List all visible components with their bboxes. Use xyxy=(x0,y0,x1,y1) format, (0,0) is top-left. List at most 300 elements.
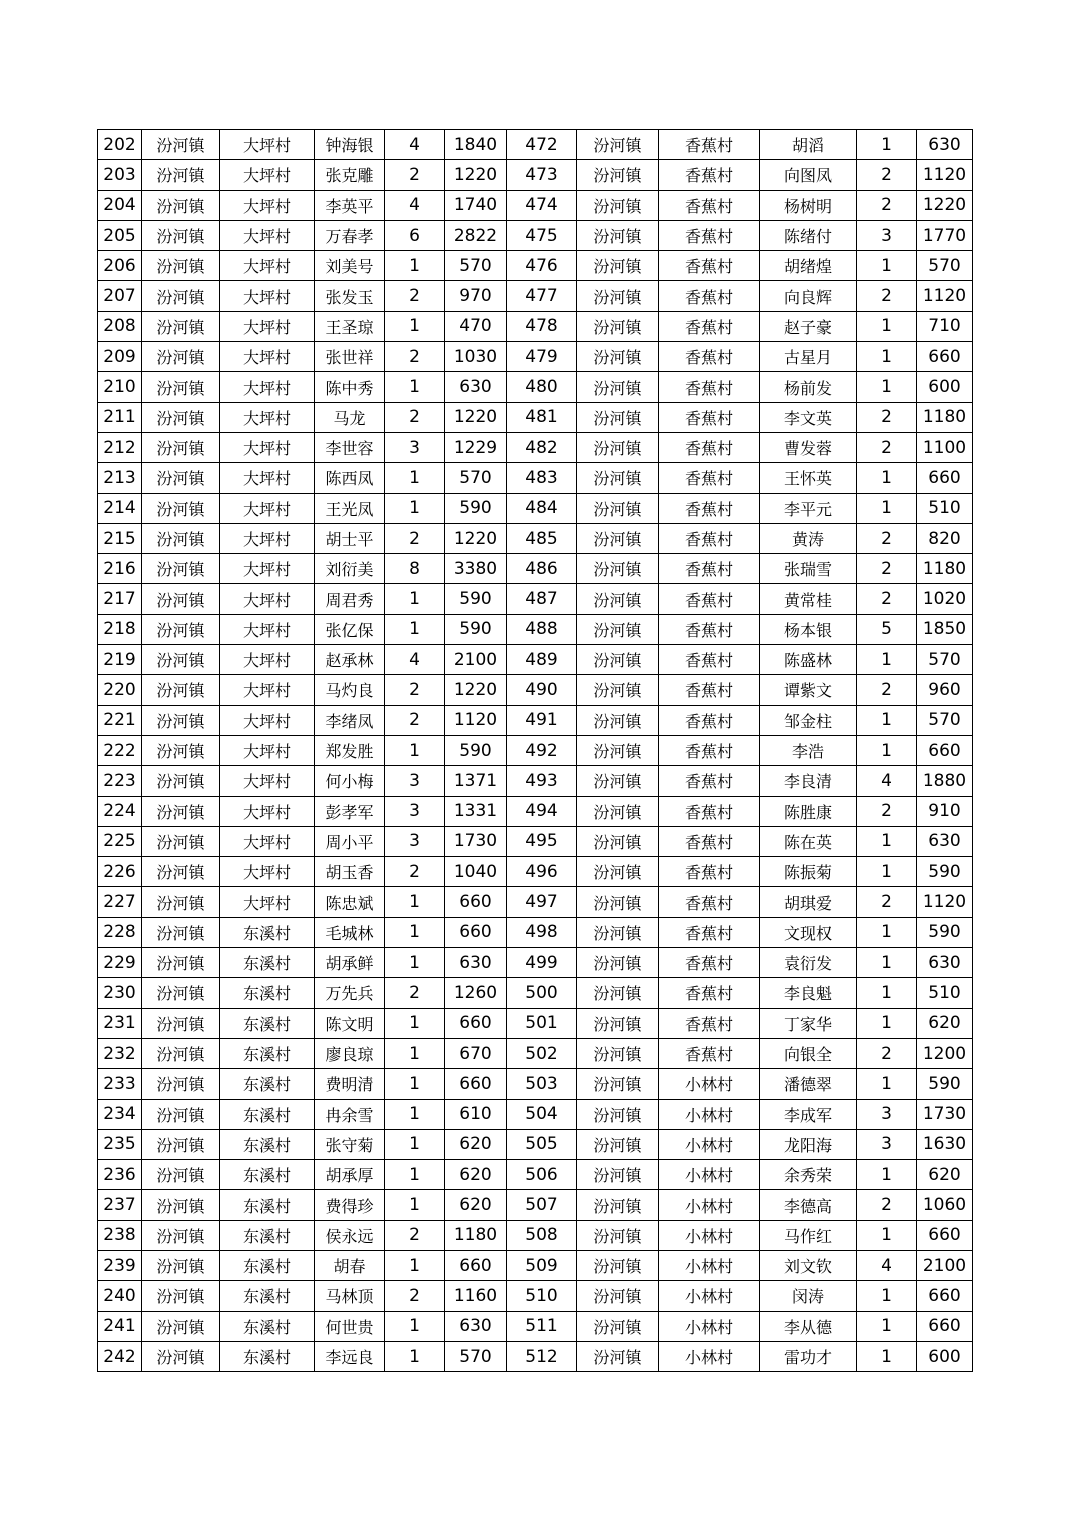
cell-right-people: 2 xyxy=(857,190,917,220)
cell-right-index: 492 xyxy=(507,735,577,765)
cell-left-name: 万先兵 xyxy=(315,978,385,1008)
cell-right-town: 汾河镇 xyxy=(577,857,659,887)
cell-left-town: 汾河镇 xyxy=(142,1099,220,1129)
cell-left-people: 1 xyxy=(385,1341,445,1371)
cell-right-amount: 570 xyxy=(917,251,973,281)
table-row xyxy=(98,705,973,735)
cell-right-index: 482 xyxy=(507,432,577,462)
cell-left-name: 廖良琼 xyxy=(315,1038,385,1068)
cell-left-index: 215 xyxy=(98,523,142,553)
table-row xyxy=(98,342,973,372)
cell-left-name: 胡玉香 xyxy=(315,857,385,887)
cell-left-name: 彭孝军 xyxy=(315,796,385,826)
cell-left-people: 1 xyxy=(385,948,445,978)
cell-left-index: 214 xyxy=(98,493,142,523)
cell-right-people: 2 xyxy=(857,1190,917,1220)
cell-right-name: 向良辉 xyxy=(760,281,857,311)
cell-left-amount: 1371 xyxy=(445,766,507,796)
cell-left-amount: 1220 xyxy=(445,160,507,190)
table-row xyxy=(98,1250,973,1280)
cell-left-name: 张发玉 xyxy=(315,281,385,311)
cell-right-town: 汾河镇 xyxy=(577,160,659,190)
cell-right-town: 汾河镇 xyxy=(577,826,659,856)
cell-left-village: 东溪村 xyxy=(220,978,315,1008)
cell-right-people: 1 xyxy=(857,705,917,735)
cell-right-amount: 590 xyxy=(917,1069,973,1099)
cell-right-amount: 660 xyxy=(917,463,973,493)
cell-left-people: 1 xyxy=(385,584,445,614)
cell-right-index: 476 xyxy=(507,251,577,281)
cell-left-village: 大坪村 xyxy=(220,342,315,372)
cell-left-name: 陈文明 xyxy=(315,1008,385,1038)
table-row xyxy=(98,826,973,856)
cell-right-village: 香蕉村 xyxy=(659,190,760,220)
cell-right-town: 汾河镇 xyxy=(577,796,659,826)
cell-left-amount: 620 xyxy=(445,1190,507,1220)
table-row xyxy=(98,1311,973,1341)
cell-left-people: 2 xyxy=(385,342,445,372)
table-row xyxy=(98,766,973,796)
cell-right-index: 487 xyxy=(507,584,577,614)
table-row xyxy=(98,1281,973,1311)
cell-right-amount: 1180 xyxy=(917,402,973,432)
cell-left-people: 1 xyxy=(385,311,445,341)
cell-right-village: 小林村 xyxy=(659,1341,760,1371)
cell-left-town: 汾河镇 xyxy=(142,554,220,584)
table-body xyxy=(98,130,973,1372)
cell-left-name: 周小平 xyxy=(315,826,385,856)
cell-left-name: 张守菊 xyxy=(315,1129,385,1159)
cell-right-people: 1 xyxy=(857,978,917,1008)
cell-right-name: 杨本银 xyxy=(760,614,857,644)
table-row xyxy=(98,311,973,341)
cell-left-amount: 620 xyxy=(445,1160,507,1190)
cell-right-name: 陈振菊 xyxy=(760,857,857,887)
cell-right-village: 香蕉村 xyxy=(659,554,760,584)
cell-left-people: 1 xyxy=(385,493,445,523)
cell-left-town: 汾河镇 xyxy=(142,978,220,1008)
cell-right-amount: 510 xyxy=(917,978,973,1008)
cell-right-index: 502 xyxy=(507,1038,577,1068)
cell-left-amount: 970 xyxy=(445,281,507,311)
cell-left-amount: 1220 xyxy=(445,402,507,432)
cell-right-amount: 1880 xyxy=(917,766,973,796)
cell-left-name: 赵承林 xyxy=(315,645,385,675)
cell-left-village: 大坪村 xyxy=(220,523,315,553)
cell-right-people: 2 xyxy=(857,675,917,705)
cell-right-index: 509 xyxy=(507,1250,577,1280)
cell-right-amount: 1120 xyxy=(917,887,973,917)
table-row xyxy=(98,130,973,160)
cell-left-town: 汾河镇 xyxy=(142,796,220,826)
table-row xyxy=(98,1341,973,1371)
cell-right-people: 4 xyxy=(857,1250,917,1280)
cell-right-name: 雷功才 xyxy=(760,1341,857,1371)
cell-right-village: 香蕉村 xyxy=(659,130,760,160)
cell-right-name: 古星月 xyxy=(760,342,857,372)
cell-left-amount: 590 xyxy=(445,584,507,614)
cell-left-town: 汾河镇 xyxy=(142,190,220,220)
table-row xyxy=(98,948,973,978)
cell-right-name: 刘文钦 xyxy=(760,1250,857,1280)
cell-left-people: 2 xyxy=(385,1220,445,1250)
cell-left-name: 费明清 xyxy=(315,1069,385,1099)
cell-left-village: 东溪村 xyxy=(220,1311,315,1341)
cell-left-amount: 660 xyxy=(445,1250,507,1280)
cell-right-village: 香蕉村 xyxy=(659,584,760,614)
cell-left-amount: 630 xyxy=(445,948,507,978)
cell-right-amount: 620 xyxy=(917,1008,973,1038)
cell-left-people: 1 xyxy=(385,1160,445,1190)
cell-right-name: 张瑞雪 xyxy=(760,554,857,584)
cell-left-name: 冉余雪 xyxy=(315,1099,385,1129)
cell-right-name: 曹发蓉 xyxy=(760,432,857,462)
cell-right-people: 1 xyxy=(857,251,917,281)
cell-right-people: 1 xyxy=(857,1069,917,1099)
cell-right-name: 李良魁 xyxy=(760,978,857,1008)
cell-left-amount: 670 xyxy=(445,1038,507,1068)
cell-left-name: 陈中秀 xyxy=(315,372,385,402)
cell-left-town: 汾河镇 xyxy=(142,311,220,341)
cell-right-village: 香蕉村 xyxy=(659,948,760,978)
cell-right-village: 香蕉村 xyxy=(659,735,760,765)
cell-right-people: 1 xyxy=(857,1008,917,1038)
cell-left-name: 周君秀 xyxy=(315,584,385,614)
cell-left-village: 东溪村 xyxy=(220,1099,315,1129)
cell-left-amount: 1180 xyxy=(445,1220,507,1250)
cell-left-village: 大坪村 xyxy=(220,796,315,826)
cell-left-village: 大坪村 xyxy=(220,645,315,675)
cell-right-people: 3 xyxy=(857,1099,917,1129)
cell-left-village: 大坪村 xyxy=(220,220,315,250)
table-row xyxy=(98,372,973,402)
cell-right-amount: 910 xyxy=(917,796,973,826)
cell-right-town: 汾河镇 xyxy=(577,493,659,523)
cell-left-people: 3 xyxy=(385,826,445,856)
cell-left-amount: 2822 xyxy=(445,220,507,250)
cell-right-index: 500 xyxy=(507,978,577,1008)
cell-left-village: 东溪村 xyxy=(220,1008,315,1038)
cell-left-town: 汾河镇 xyxy=(142,372,220,402)
table-row xyxy=(98,1190,973,1220)
cell-left-people: 1 xyxy=(385,917,445,947)
cell-left-index: 222 xyxy=(98,735,142,765)
cell-left-people: 2 xyxy=(385,160,445,190)
cell-left-village: 大坪村 xyxy=(220,463,315,493)
cell-left-people: 6 xyxy=(385,220,445,250)
cell-left-town: 汾河镇 xyxy=(142,1220,220,1250)
table-row xyxy=(98,190,973,220)
cell-left-village: 大坪村 xyxy=(220,887,315,917)
cell-right-index: 498 xyxy=(507,917,577,947)
cell-left-town: 汾河镇 xyxy=(142,1311,220,1341)
cell-left-amount: 1160 xyxy=(445,1281,507,1311)
cell-right-town: 汾河镇 xyxy=(577,372,659,402)
cell-right-village: 小林村 xyxy=(659,1099,760,1129)
cell-left-index: 241 xyxy=(98,1311,142,1341)
cell-right-amount: 1770 xyxy=(917,220,973,250)
cell-left-town: 汾河镇 xyxy=(142,614,220,644)
cell-right-town: 汾河镇 xyxy=(577,978,659,1008)
cell-right-name: 胡滔 xyxy=(760,130,857,160)
cell-right-village: 香蕉村 xyxy=(659,372,760,402)
cell-right-name: 陈盛林 xyxy=(760,645,857,675)
cell-right-amount: 960 xyxy=(917,675,973,705)
cell-right-people: 1 xyxy=(857,1311,917,1341)
cell-right-amount: 600 xyxy=(917,372,973,402)
cell-left-index: 209 xyxy=(98,342,142,372)
cell-left-village: 东溪村 xyxy=(220,1341,315,1371)
cell-right-amount: 1120 xyxy=(917,281,973,311)
cell-left-name: 何世贵 xyxy=(315,1311,385,1341)
cell-left-name: 马林顶 xyxy=(315,1281,385,1311)
cell-right-people: 2 xyxy=(857,796,917,826)
cell-right-amount: 570 xyxy=(917,705,973,735)
cell-right-amount: 630 xyxy=(917,130,973,160)
cell-left-village: 大坪村 xyxy=(220,554,315,584)
cell-left-index: 230 xyxy=(98,978,142,1008)
cell-left-index: 229 xyxy=(98,948,142,978)
cell-right-amount: 660 xyxy=(917,1281,973,1311)
cell-right-village: 小林村 xyxy=(659,1311,760,1341)
cell-right-amount: 570 xyxy=(917,645,973,675)
cell-right-amount: 1630 xyxy=(917,1129,973,1159)
cell-right-town: 汾河镇 xyxy=(577,614,659,644)
cell-left-index: 205 xyxy=(98,220,142,250)
cell-right-village: 香蕉村 xyxy=(659,1008,760,1038)
cell-left-village: 大坪村 xyxy=(220,493,315,523)
cell-left-people: 1 xyxy=(385,1008,445,1038)
cell-right-index: 512 xyxy=(507,1341,577,1371)
cell-right-village: 香蕉村 xyxy=(659,220,760,250)
cell-left-town: 汾河镇 xyxy=(142,1160,220,1190)
cell-left-name: 胡士平 xyxy=(315,523,385,553)
cell-left-name: 刘衍美 xyxy=(315,554,385,584)
cell-right-amount: 1730 xyxy=(917,1099,973,1129)
cell-left-amount: 1331 xyxy=(445,796,507,826)
cell-left-people: 1 xyxy=(385,372,445,402)
cell-right-people: 1 xyxy=(857,826,917,856)
cell-right-name: 黄常桂 xyxy=(760,584,857,614)
cell-left-people: 3 xyxy=(385,766,445,796)
cell-left-index: 240 xyxy=(98,1281,142,1311)
cell-right-village: 香蕉村 xyxy=(659,463,760,493)
cell-left-index: 242 xyxy=(98,1341,142,1371)
cell-left-village: 大坪村 xyxy=(220,372,315,402)
cell-right-town: 汾河镇 xyxy=(577,281,659,311)
cell-left-index: 228 xyxy=(98,917,142,947)
cell-left-index: 236 xyxy=(98,1160,142,1190)
cell-right-amount: 820 xyxy=(917,523,973,553)
cell-left-index: 218 xyxy=(98,614,142,644)
cell-right-amount: 1020 xyxy=(917,584,973,614)
cell-right-index: 504 xyxy=(507,1099,577,1129)
table-row xyxy=(98,1129,973,1159)
table-row xyxy=(98,160,973,190)
cell-right-village: 小林村 xyxy=(659,1281,760,1311)
table-row xyxy=(98,1038,973,1068)
cell-left-name: 郑发胜 xyxy=(315,735,385,765)
cell-right-amount: 600 xyxy=(917,1341,973,1371)
cell-left-town: 汾河镇 xyxy=(142,1341,220,1371)
cell-left-name: 王光凤 xyxy=(315,493,385,523)
cell-left-town: 汾河镇 xyxy=(142,675,220,705)
cell-right-town: 汾河镇 xyxy=(577,887,659,917)
cell-left-amount: 1220 xyxy=(445,675,507,705)
cell-left-index: 231 xyxy=(98,1008,142,1038)
cell-left-people: 4 xyxy=(385,130,445,160)
cell-right-people: 2 xyxy=(857,584,917,614)
cell-right-village: 香蕉村 xyxy=(659,614,760,644)
cell-right-amount: 1060 xyxy=(917,1190,973,1220)
cell-right-people: 1 xyxy=(857,130,917,160)
cell-left-town: 汾河镇 xyxy=(142,887,220,917)
cell-right-index: 494 xyxy=(507,796,577,826)
cell-right-town: 汾河镇 xyxy=(577,432,659,462)
cell-right-village: 香蕉村 xyxy=(659,342,760,372)
cell-right-village: 香蕉村 xyxy=(659,826,760,856)
cell-left-name: 李远良 xyxy=(315,1341,385,1371)
cell-right-people: 1 xyxy=(857,948,917,978)
cell-left-people: 8 xyxy=(385,554,445,584)
cell-left-index: 223 xyxy=(98,766,142,796)
cell-right-village: 香蕉村 xyxy=(659,493,760,523)
cell-right-people: 1 xyxy=(857,1220,917,1250)
cell-left-index: 227 xyxy=(98,887,142,917)
cell-right-village: 香蕉村 xyxy=(659,402,760,432)
cell-left-amount: 1730 xyxy=(445,826,507,856)
cell-right-index: 484 xyxy=(507,493,577,523)
cell-left-amount: 570 xyxy=(445,251,507,281)
cell-left-index: 206 xyxy=(98,251,142,281)
cell-left-people: 2 xyxy=(385,281,445,311)
table-row xyxy=(98,584,973,614)
cell-right-people: 2 xyxy=(857,554,917,584)
cell-left-name: 马灼良 xyxy=(315,675,385,705)
cell-left-village: 大坪村 xyxy=(220,130,315,160)
cell-left-village: 东溪村 xyxy=(220,1281,315,1311)
cell-right-amount: 510 xyxy=(917,493,973,523)
cell-right-village: 香蕉村 xyxy=(659,281,760,311)
cell-left-town: 汾河镇 xyxy=(142,463,220,493)
cell-right-people: 2 xyxy=(857,281,917,311)
cell-left-village: 东溪村 xyxy=(220,1220,315,1250)
cell-right-town: 汾河镇 xyxy=(577,1069,659,1099)
cell-right-village: 小林村 xyxy=(659,1069,760,1099)
cell-left-town: 汾河镇 xyxy=(142,432,220,462)
cell-left-amount: 1740 xyxy=(445,190,507,220)
cell-left-amount: 470 xyxy=(445,311,507,341)
cell-left-town: 汾河镇 xyxy=(142,493,220,523)
cell-right-name: 谭紫文 xyxy=(760,675,857,705)
cell-right-town: 汾河镇 xyxy=(577,675,659,705)
cell-right-people: 2 xyxy=(857,160,917,190)
cell-left-people: 3 xyxy=(385,796,445,826)
table-row xyxy=(98,554,973,584)
cell-right-town: 汾河镇 xyxy=(577,463,659,493)
cell-left-village: 大坪村 xyxy=(220,432,315,462)
cell-right-people: 1 xyxy=(857,1160,917,1190)
cell-right-village: 香蕉村 xyxy=(659,857,760,887)
cell-right-name: 杨前发 xyxy=(760,372,857,402)
cell-right-index: 485 xyxy=(507,523,577,553)
cell-right-index: 479 xyxy=(507,342,577,372)
cell-right-village: 香蕉村 xyxy=(659,766,760,796)
cell-left-index: 235 xyxy=(98,1129,142,1159)
cell-left-index: 226 xyxy=(98,857,142,887)
cell-left-amount: 610 xyxy=(445,1099,507,1129)
cell-left-amount: 590 xyxy=(445,493,507,523)
cell-left-index: 211 xyxy=(98,402,142,432)
cell-right-town: 汾河镇 xyxy=(577,402,659,432)
cell-right-amount: 710 xyxy=(917,311,973,341)
cell-left-amount: 590 xyxy=(445,614,507,644)
cell-right-index: 474 xyxy=(507,190,577,220)
cell-right-name: 胡绪煌 xyxy=(760,251,857,281)
cell-right-index: 506 xyxy=(507,1160,577,1190)
cell-left-town: 汾河镇 xyxy=(142,281,220,311)
cell-left-village: 大坪村 xyxy=(220,614,315,644)
cell-left-people: 1 xyxy=(385,887,445,917)
cell-left-name: 何小梅 xyxy=(315,766,385,796)
cell-right-people: 1 xyxy=(857,1281,917,1311)
cell-right-name: 陈胜康 xyxy=(760,796,857,826)
cell-right-index: 475 xyxy=(507,220,577,250)
cell-right-village: 小林村 xyxy=(659,1160,760,1190)
cell-right-village: 香蕉村 xyxy=(659,1038,760,1068)
cell-left-index: 225 xyxy=(98,826,142,856)
cell-left-town: 汾河镇 xyxy=(142,1038,220,1068)
cell-left-amount: 2100 xyxy=(445,645,507,675)
cell-left-village: 东溪村 xyxy=(220,1160,315,1190)
cell-right-people: 1 xyxy=(857,735,917,765)
cell-right-index: 505 xyxy=(507,1129,577,1159)
cell-right-index: 477 xyxy=(507,281,577,311)
table-row xyxy=(98,978,973,1008)
cell-left-village: 大坪村 xyxy=(220,251,315,281)
cell-left-amount: 1120 xyxy=(445,705,507,735)
cell-left-village: 大坪村 xyxy=(220,826,315,856)
cell-right-name: 向图凤 xyxy=(760,160,857,190)
cell-left-people: 2 xyxy=(385,675,445,705)
cell-right-village: 香蕉村 xyxy=(659,160,760,190)
cell-right-amount: 630 xyxy=(917,948,973,978)
cell-right-name: 李成军 xyxy=(760,1099,857,1129)
cell-left-index: 239 xyxy=(98,1250,142,1280)
table-row xyxy=(98,432,973,462)
cell-right-name: 龙阳海 xyxy=(760,1129,857,1159)
cell-left-amount: 630 xyxy=(445,1311,507,1341)
cell-left-name: 胡承鲜 xyxy=(315,948,385,978)
cell-left-town: 汾河镇 xyxy=(142,766,220,796)
cell-left-name: 陈西凤 xyxy=(315,463,385,493)
cell-left-village: 大坪村 xyxy=(220,190,315,220)
cell-left-people: 3 xyxy=(385,432,445,462)
cell-right-town: 汾河镇 xyxy=(577,735,659,765)
cell-left-name: 钟海银 xyxy=(315,130,385,160)
cell-right-index: 480 xyxy=(507,372,577,402)
cell-left-town: 汾河镇 xyxy=(142,251,220,281)
cell-left-town: 汾河镇 xyxy=(142,1008,220,1038)
table-row xyxy=(98,675,973,705)
cell-right-name: 闵涛 xyxy=(760,1281,857,1311)
cell-right-index: 489 xyxy=(507,645,577,675)
cell-right-town: 汾河镇 xyxy=(577,1190,659,1220)
cell-right-index: 490 xyxy=(507,675,577,705)
cell-left-people: 4 xyxy=(385,645,445,675)
cell-right-amount: 1220 xyxy=(917,190,973,220)
cell-right-name: 王怀英 xyxy=(760,463,857,493)
